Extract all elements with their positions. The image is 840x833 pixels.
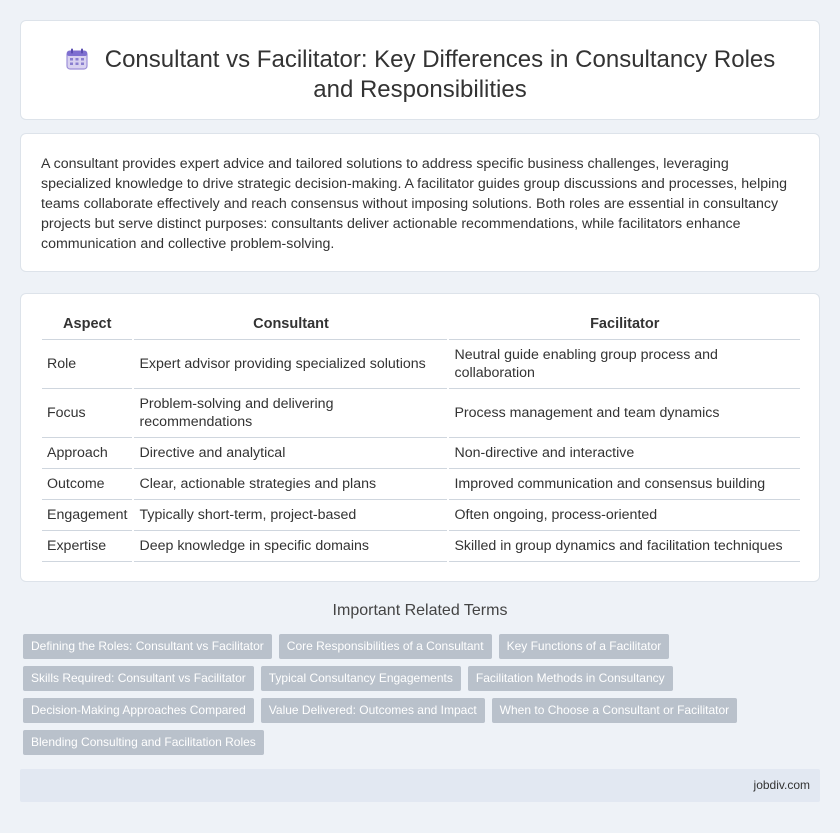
header-consultant: Consultant	[134, 308, 447, 340]
cell-aspect: Outcome	[42, 469, 132, 500]
related-term-tag[interactable]: When to Choose a Consultant or Facilitator	[492, 698, 737, 723]
cell-aspect: Approach	[42, 438, 132, 469]
footer-site-link[interactable]: jobdiv.com	[753, 778, 810, 792]
cell-consultant: Typically short-term, project-based	[134, 500, 447, 531]
cell-aspect: Role	[42, 340, 132, 389]
related-term-tag[interactable]: Value Delivered: Outcomes and Impact	[261, 698, 485, 723]
cell-facilitator: Non-directive and interactive	[449, 438, 800, 469]
cell-aspect: Expertise	[42, 531, 132, 562]
related-term-tag[interactable]: Key Functions of a Facilitator	[499, 634, 670, 659]
header-card	[20, 20, 820, 120]
related-term-tag[interactable]: Skills Required: Consultant vs Facilitator	[23, 666, 254, 691]
table-row	[42, 340, 800, 389]
table-row	[42, 438, 800, 469]
comparison-card	[20, 293, 820, 582]
comparison-table	[40, 308, 802, 562]
cell-facilitator: Skilled in group dynamics and facilitation techniques	[449, 531, 800, 562]
cell-consultant: Clear, actionable strategies and plans	[134, 469, 447, 500]
cell-aspect: Focus	[42, 389, 132, 438]
related-term-tag[interactable]: Facilitation Methods in Consultancy	[468, 666, 673, 691]
cell-facilitator: Process management and team dynamics	[449, 389, 800, 438]
cell-aspect: Engagement	[42, 500, 132, 531]
cell-facilitator: Improved communication and consensus building	[449, 469, 800, 500]
cell-consultant: Expert advisor providing specialized solutions	[134, 340, 447, 389]
intro-text: A consultant provides expert advice and tailored solutions to address specific business challenges, leveraging specialized knowledge to drive strategic decision-making. A facilitator guides group discussions and processes, helping teams collaborate effectively and reach consensus without imposing solutions. Both roles are essential in consultancy projects but serve distinct purposes: consultants deliver actionable recommendations, while facilitators enhance communication and collective problem-solving.	[41, 156, 788, 252]
table-row	[42, 389, 800, 438]
page-title	[21, 45, 819, 105]
cell-consultant: Deep knowledge in specific domains	[134, 531, 447, 562]
footer	[20, 769, 820, 802]
cell-facilitator: Neutral guide enabling group process and collaboration	[449, 340, 800, 389]
related-terms-list	[23, 634, 803, 755]
table-row	[42, 500, 800, 531]
related-term-tag[interactable]: Defining the Roles: Consultant vs Facilitator	[23, 634, 272, 659]
related-terms-title: Important Related Terms	[332, 602, 508, 619]
cell-consultant: Directive and analytical	[134, 438, 447, 469]
title-line-2: and Responsibilities	[313, 76, 527, 103]
calendar-icon	[65, 47, 89, 71]
header-facilitator: Facilitator	[449, 308, 800, 340]
intro-card	[20, 133, 820, 272]
header-aspect: Aspect	[42, 308, 132, 340]
related-term-tag[interactable]: Decision-Making Approaches Compared	[23, 698, 254, 723]
title-line-1: Consultant vs Facilitator: Key Differences in Consultancy Roles	[104, 46, 776, 73]
related-term-tag[interactable]: Blending Consulting and Facilitation Roles	[23, 730, 264, 755]
cell-consultant: Problem-solving and delivering recommendations	[134, 389, 447, 438]
related-term-tag[interactable]: Typical Consultancy Engagements	[261, 666, 461, 691]
cell-facilitator: Often ongoing, process-oriented	[449, 500, 800, 531]
table-row	[42, 469, 800, 500]
related-term-tag[interactable]: Core Responsibilities of a Consultant	[279, 634, 492, 659]
table-row	[42, 531, 800, 562]
